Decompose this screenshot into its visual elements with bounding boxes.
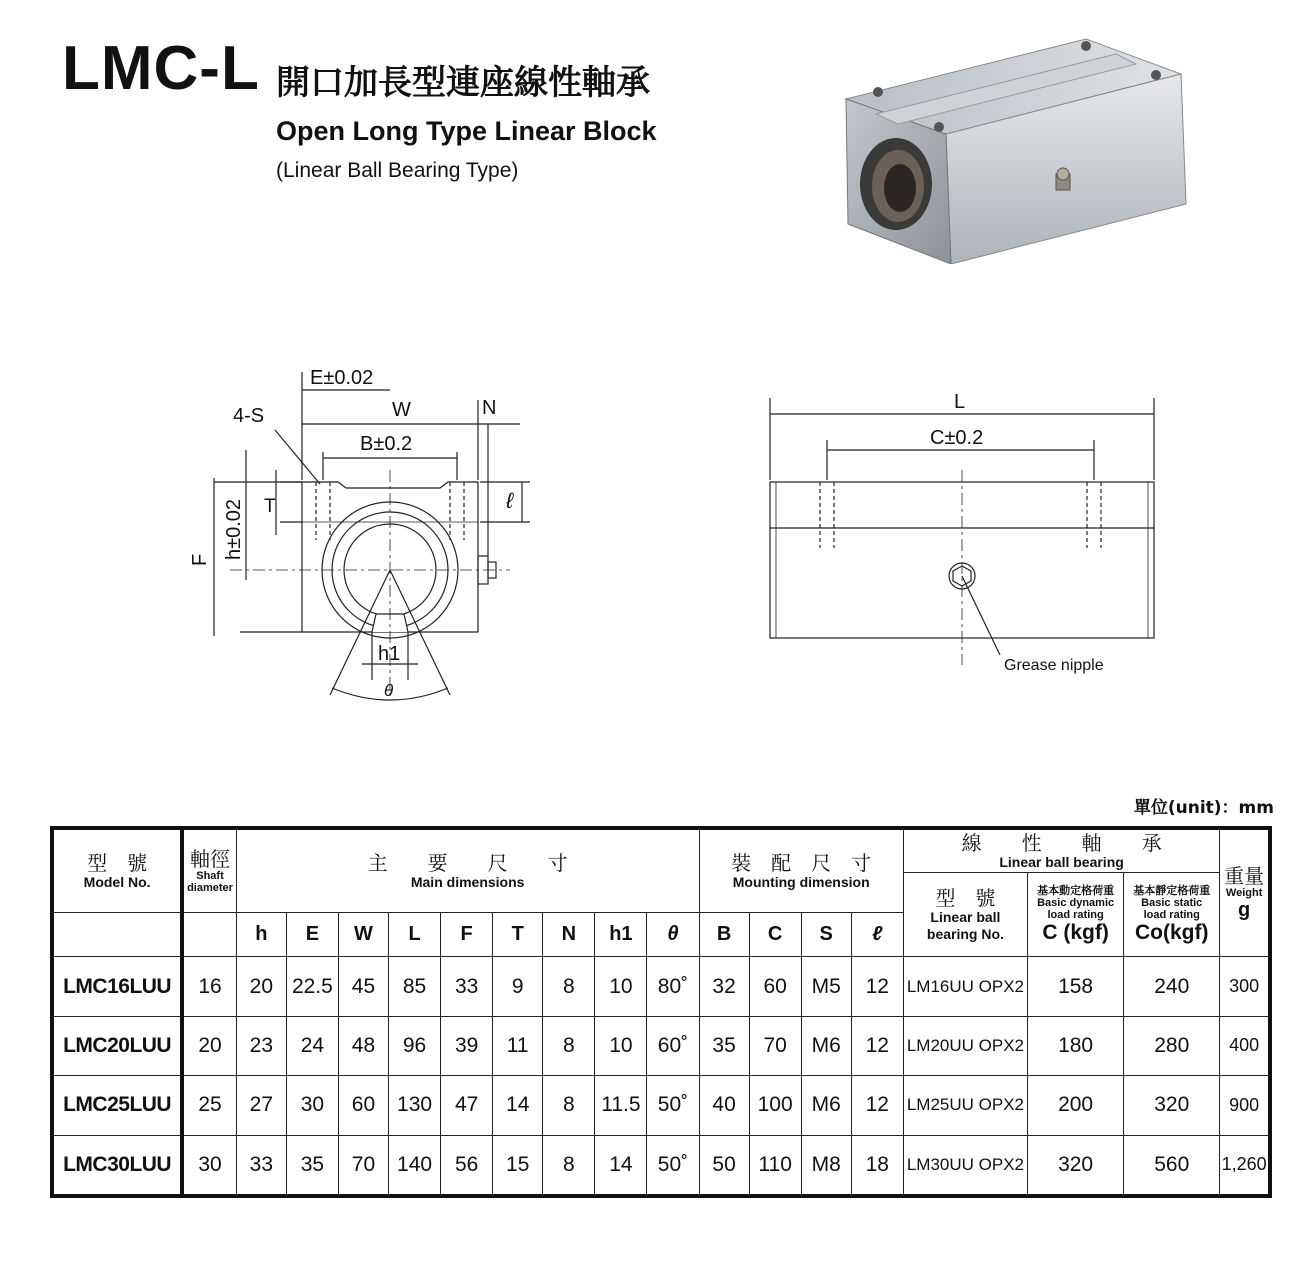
table-row — [52, 1076, 1270, 1135]
row-static: 280 — [1124, 1016, 1220, 1075]
row-weight: 300 — [1220, 957, 1270, 1016]
col-s: S — [801, 913, 851, 957]
row-l: 85 — [389, 957, 441, 1016]
col-f: F — [441, 913, 493, 957]
label-h: h±0.02 — [223, 498, 245, 560]
label-l-big: L — [954, 391, 966, 413]
col-h1: h1 — [595, 913, 647, 957]
row-f: 33 — [441, 957, 493, 1016]
row-w: 70 — [338, 1135, 388, 1196]
row-h: 33 — [236, 1135, 286, 1196]
label-w: W — [392, 399, 411, 421]
row-b: 35 — [699, 1016, 749, 1075]
row-n: 8 — [543, 957, 595, 1016]
row-h: 20 — [236, 957, 286, 1016]
row-f: 39 — [441, 1016, 493, 1075]
row-t: 14 — [493, 1076, 543, 1135]
col-b: B — [699, 913, 749, 957]
row-b: 32 — [699, 957, 749, 1016]
row-static: 560 — [1124, 1135, 1220, 1196]
row-bearing: LM20UU OPX2 — [903, 1016, 1027, 1075]
row-e: 22.5 — [286, 957, 338, 1016]
row-c: 110 — [749, 1135, 801, 1196]
subtitle: (Linear Ball Bearing Type) — [276, 159, 519, 182]
row-dynamic: 158 — [1028, 957, 1124, 1016]
col-h: h — [236, 913, 286, 957]
row-weight: 1,260 — [1220, 1135, 1270, 1196]
row-weight: 900 — [1220, 1076, 1270, 1135]
linear-bearing-header: 線 性 軸 承 Linear ball bearing — [903, 828, 1219, 872]
row-model: LMC16LUU — [52, 957, 182, 1016]
table-row — [52, 1016, 1270, 1075]
col-w: W — [338, 913, 388, 957]
row-s: M6 — [801, 1076, 851, 1135]
row-b: 50 — [699, 1135, 749, 1196]
row-l: 130 — [389, 1076, 441, 1135]
technical-drawing — [0, 340, 1316, 720]
product-photo — [836, 34, 1206, 264]
model-title: LMC-L — [62, 34, 260, 103]
weight-header: 重量 Weight g — [1220, 828, 1270, 957]
row-model: LMC25LUU — [52, 1076, 182, 1135]
row-dynamic: 180 — [1028, 1016, 1124, 1075]
row-f: 56 — [441, 1135, 493, 1196]
row-t: 15 — [493, 1135, 543, 1196]
label-c: C±0.2 — [930, 427, 984, 449]
col-t: T — [493, 913, 543, 957]
row-e: 24 — [286, 1016, 338, 1075]
main-dimensions-header: 主 要 尺 寸 Main dimensions — [236, 828, 699, 913]
row-static: 320 — [1124, 1076, 1220, 1135]
row-shaft: 30 — [182, 1135, 236, 1196]
row-bearing: LM16UU OPX2 — [903, 957, 1027, 1016]
row-shaft: 20 — [182, 1016, 236, 1075]
col-n: N — [543, 913, 595, 957]
label-e: E±0.02 — [310, 367, 374, 389]
row-h1: 10 — [595, 957, 647, 1016]
row-t: 9 — [493, 957, 543, 1016]
label-l-small: ℓ — [506, 488, 514, 513]
col-l: L — [389, 913, 441, 957]
col-theta: θ — [647, 913, 699, 957]
row-static: 240 — [1124, 957, 1220, 1016]
row-bearing: LM30UU OPX2 — [903, 1135, 1027, 1196]
row-n: 8 — [543, 1135, 595, 1196]
row-b: 40 — [699, 1076, 749, 1135]
row-shaft: 16 — [182, 957, 236, 1016]
chinese-title: 開口加長型連座線性軸承 — [276, 63, 650, 103]
row-l-small: 18 — [851, 1135, 903, 1196]
row-h1: 11.5 — [595, 1076, 647, 1135]
mounting-dimension-header: 裝 配 尺 寸 Mounting dimension — [699, 828, 903, 913]
row-h1: 10 — [595, 1016, 647, 1075]
bearing-model-header: 型 號 Linear ball bearing No. — [903, 872, 1027, 957]
label-grease-nipple: Grease nipple — [1004, 657, 1104, 674]
col-l-small: ℓ — [851, 913, 903, 957]
row-h: 23 — [236, 1016, 286, 1075]
row-f: 47 — [441, 1076, 493, 1135]
col-e: E — [286, 913, 338, 957]
row-dynamic: 200 — [1028, 1076, 1124, 1135]
unit-label: 單位(unit)：mm — [1133, 798, 1274, 818]
label-b: B±0.2 — [360, 433, 413, 455]
row-l-small: 12 — [851, 1016, 903, 1075]
row-w: 48 — [338, 1016, 388, 1075]
row-s: M8 — [801, 1135, 851, 1196]
row-c: 70 — [749, 1016, 801, 1075]
english-title: Open Long Type Linear Block — [276, 116, 657, 146]
row-s: M6 — [801, 1016, 851, 1075]
shaft-header-spacer — [182, 913, 236, 957]
row-w: 45 — [338, 957, 388, 1016]
row-theta: 50˚ — [647, 1135, 699, 1196]
row-weight: 400 — [1220, 1016, 1270, 1075]
dynamic-load-header: 基本動定格荷重 Basic dynamic load rating C (kgf) — [1028, 872, 1124, 957]
label-f: F — [189, 553, 211, 566]
row-l: 140 — [389, 1135, 441, 1196]
table-row — [52, 1135, 1270, 1196]
spec-table — [50, 826, 1272, 1198]
label-h1: h1 — [378, 643, 401, 665]
row-dynamic: 320 — [1028, 1135, 1124, 1196]
label-n: N — [482, 397, 497, 419]
row-e: 35 — [286, 1135, 338, 1196]
row-l-small: 12 — [851, 957, 903, 1016]
shaft-header: 軸徑 Shaft diameter — [182, 828, 236, 913]
table-row — [52, 957, 1270, 1016]
row-c: 100 — [749, 1076, 801, 1135]
row-theta: 50˚ — [647, 1076, 699, 1135]
model-header-spacer — [52, 913, 182, 957]
row-c: 60 — [749, 957, 801, 1016]
row-s: M5 — [801, 957, 851, 1016]
label-4s: 4-S — [233, 405, 265, 427]
row-n: 8 — [543, 1076, 595, 1135]
label-theta: θ — [384, 681, 394, 700]
label-t: T — [264, 496, 276, 517]
row-model: LMC30LUU — [52, 1135, 182, 1196]
static-load-header: 基本靜定格荷重 Basic static load rating Co(kgf) — [1124, 872, 1220, 957]
row-shaft: 25 — [182, 1076, 236, 1135]
row-e: 30 — [286, 1076, 338, 1135]
row-theta: 80˚ — [647, 957, 699, 1016]
row-w: 60 — [338, 1076, 388, 1135]
row-l-small: 12 — [851, 1076, 903, 1135]
col-c: C — [749, 913, 801, 957]
row-h: 27 — [236, 1076, 286, 1135]
row-t: 11 — [493, 1016, 543, 1075]
row-theta: 60˚ — [647, 1016, 699, 1075]
row-bearing: LM25UU OPX2 — [903, 1076, 1027, 1135]
row-n: 8 — [543, 1016, 595, 1075]
model-header: 型 號 Model No. — [52, 828, 182, 913]
row-model: LMC20LUU — [52, 1016, 182, 1075]
row-h1: 14 — [595, 1135, 647, 1196]
row-l: 96 — [389, 1016, 441, 1075]
